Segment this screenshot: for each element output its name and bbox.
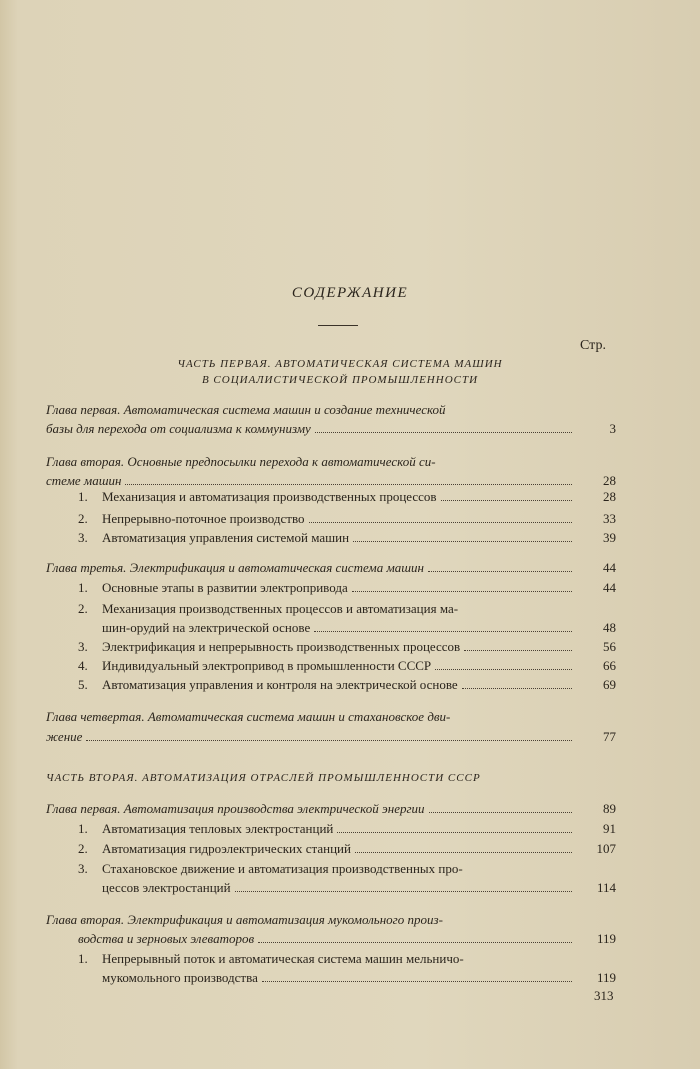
- leader-dots: [86, 739, 572, 741]
- p2-ch2-line1: Глава вторая. Электрификация и автоматизация мукомольного произ-: [46, 912, 443, 927]
- p2-ch1-item1-page: 91: [603, 821, 616, 836]
- p2-ch1-item3-line1: 3. Стахановское движение и автоматизация производственных про-: [78, 861, 463, 876]
- p1-ch2-line2: стеме машин: [46, 471, 576, 491]
- p1-ch2-item1-page: 28: [603, 489, 616, 504]
- leader-dots: [352, 590, 572, 592]
- leader-dots: [441, 499, 572, 501]
- p1-ch2-item1: 1. Механизация и автоматизация производственных процессов: [78, 487, 576, 507]
- p2-ch1-item2-page: 107: [596, 841, 616, 856]
- leader-dots: [309, 521, 572, 523]
- part2-heading: ЧАСТЬ ВТОРАЯ. АВТОМАТИЗАЦИЯ ОТРАСЛЕЙ ПРОМЫШЛЕННОСТИ СССР: [46, 772, 481, 784]
- leader-dots: [235, 890, 572, 892]
- leader-dots: [429, 811, 572, 813]
- p1-ch3-item1: 1. Основные этапы в развитии электропривода: [78, 578, 576, 598]
- leader-dots: [464, 649, 572, 651]
- p1-ch2-page: 28: [603, 473, 616, 488]
- part1-heading-line1: ЧАСТЬ ПЕРВАЯ. АВТОМАТИЧЕСКАЯ СИСТЕМА МАШИН: [177, 358, 503, 370]
- p2-ch1-item2: 2. Автоматизация гидроэлектрических станций: [78, 839, 576, 859]
- p1-ch4-page: 77: [603, 729, 616, 744]
- p1-ch3-page: 44: [603, 560, 616, 575]
- p2-ch2-item1-line2: мукомольного производства: [102, 968, 576, 988]
- leader-dots: [315, 431, 572, 433]
- p1-ch2-item3: 3. Автоматизация управления системой машин: [78, 528, 576, 548]
- leader-dots: [428, 570, 572, 572]
- p1-ch3-item3-page: 56: [603, 639, 616, 654]
- p1-ch3-item2-line1: 2. Механизация производственных процессов и автоматизация ма-: [78, 601, 459, 616]
- p2-ch1-page: 89: [603, 801, 616, 816]
- p1-ch1-line1: Глава первая. Автоматическая система машин и создание технической: [46, 402, 446, 417]
- p2-ch2-page: 119: [596, 931, 616, 946]
- p1-ch2-item2: 2. Непрерывно-поточное производство: [78, 509, 576, 529]
- leader-dots: [125, 483, 572, 485]
- p1-ch2-line1: Глава вторая. Основные предпосылки перехода к автоматической си-: [46, 454, 436, 469]
- p1-ch3-item5: 5. Автоматизация управления и контроля на электрической основе: [78, 675, 576, 695]
- p1-ch4-line1: Глава четвертая. Автоматическая система машин и стахановское дви-: [46, 709, 451, 724]
- p1-ch3-line1: Глава третья. Электрификация и автоматическая система машин: [46, 558, 576, 578]
- p2-ch1-item1: 1. Автоматизация тепловых электростанций: [78, 819, 576, 839]
- p1-ch3-item3: 3. Электрификация и непрерывность производственных процессов: [78, 637, 576, 657]
- p1-ch3-item2-page: 48: [603, 620, 616, 635]
- page-column-label: Стр.: [580, 338, 606, 353]
- title-rule: [318, 325, 358, 326]
- leader-dots: [337, 831, 572, 833]
- p1-ch3-item4: 4. Индивидуальный электропривод в промышленности СССР: [78, 656, 576, 676]
- p2-ch2-item1-line1: 1. Непрерывный поток и автоматическая система машин мельничо-: [78, 951, 464, 966]
- p1-ch2-item3-page: 39: [603, 530, 616, 545]
- leader-dots: [353, 540, 572, 542]
- p2-ch1-line1: Глава первая. Автоматизация производства электрической энергии: [46, 799, 576, 819]
- leader-dots: [462, 687, 572, 689]
- p1-ch3-item1-page: 44: [603, 580, 616, 595]
- p2-ch1-item3-page: 114: [596, 880, 616, 895]
- leader-dots: [435, 668, 572, 670]
- p1-ch3-item2-line2: шин-орудий на электрической основе: [102, 618, 576, 638]
- p2-ch2-item1-page: 119: [596, 970, 616, 985]
- p1-ch1-page: 3: [609, 421, 616, 436]
- part1-heading-line2: В СОЦИАЛИСТИЧЕСКОЙ ПРОМЫШЛЕННОСТИ: [201, 374, 479, 386]
- p1-ch4-line2: жение: [46, 727, 576, 747]
- p1-ch3-item5-page: 69: [603, 677, 616, 692]
- p2-ch2-line2: водства и зерновых элеваторов: [78, 929, 576, 949]
- leader-dots: [262, 980, 572, 982]
- leader-dots: [355, 851, 572, 853]
- page-number: 313: [594, 988, 614, 1003]
- p2-ch1-item3-line2: цессов электростанций: [102, 878, 576, 898]
- p1-ch1-line2: базы для перехода от социализма к коммунизму: [46, 419, 576, 439]
- leader-dots: [258, 941, 572, 943]
- toc-title: СОДЕРЖАНИЕ: [291, 285, 409, 301]
- leader-dots: [314, 630, 572, 632]
- p1-ch2-item2-page: 33: [603, 511, 616, 526]
- p1-ch3-item4-page: 66: [603, 658, 616, 673]
